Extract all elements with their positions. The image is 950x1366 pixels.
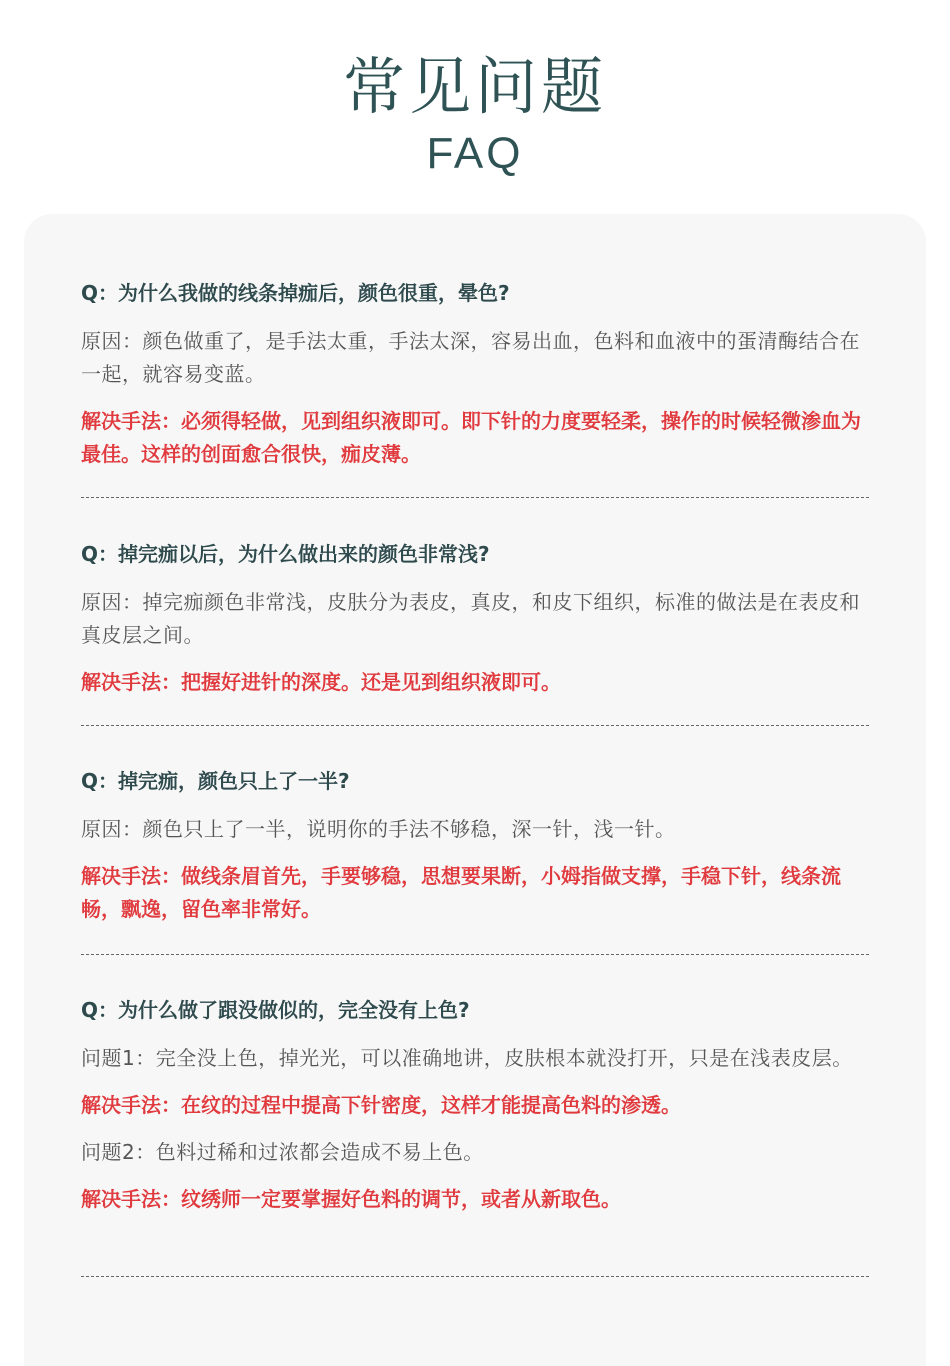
faq-item — [81, 538, 869, 699]
faq-divider — [81, 1276, 869, 1277]
faq-question: Q：掉完痂以后，为什么做出来的颜色非常浅? — [81, 542, 490, 566]
faq-solution-1: 解决手法：在纹的过程中提高下针密度，这样才能提高色料的渗透。 — [81, 1093, 681, 1117]
faq-solution: 解决手法：做线条眉首先，手要够稳，思想要果断，小姆指做支撑，手稳下针，线条流畅，飘逸，留色率非常好。 — [81, 864, 841, 921]
faq-divider — [81, 954, 869, 955]
faq-question: Q：掉完痂，颜色只上了一半? — [81, 769, 350, 793]
faq-card — [24, 214, 926, 1366]
faq-reason: 原因：颜色做重了，是手法太重，手法太深，容易出血，色料和血液中的蛋清酶结合在一起，就容易变蓝。 — [81, 329, 860, 386]
page-title: 常见问题 — [342, 50, 607, 123]
faq-question: Q：为什么我做的线条掉痂后，颜色很重，晕色? — [81, 281, 510, 305]
faq-reason: 原因：掉完痂颜色非常浅，皮肤分为表皮，真皮，和皮下组织，标准的做法是在表皮和真皮层之间。 — [81, 590, 860, 647]
faq-solution-2: 解决手法：纹绣师一定要掌握好色料的调节，或者从新取色。 — [81, 1187, 621, 1211]
faq-problem-1: 问题1：完全没上色，掉光光，可以准确地讲，皮肤根本就没打开，只是在浅表皮层。 — [81, 1046, 853, 1070]
faq-item — [81, 277, 869, 471]
page-subtitle: FAQ — [426, 129, 524, 178]
faq-solution: 解决手法：把握好进针的深度。还是见到组织液即可。 — [81, 670, 561, 694]
faq-divider — [81, 497, 869, 498]
faq-item — [81, 994, 869, 1216]
faq-reason: 原因：颜色只上了一半，说明你的手法不够稳，深一针，浅一针。 — [81, 817, 676, 841]
faq-problem-2: 问题2：色料过稀和过浓都会造成不易上色。 — [81, 1140, 484, 1164]
faq-item — [81, 765, 869, 926]
faq-question: Q：为什么做了跟没做似的，完全没有上色? — [81, 998, 470, 1022]
faq-divider — [81, 725, 869, 726]
faq-solution: 解决手法：必须得轻做，见到组织液即可。即下针的力度要轻柔，操作的时候轻微渗血为最佳。这样的创面愈合很快，痂皮薄。 — [81, 409, 861, 466]
